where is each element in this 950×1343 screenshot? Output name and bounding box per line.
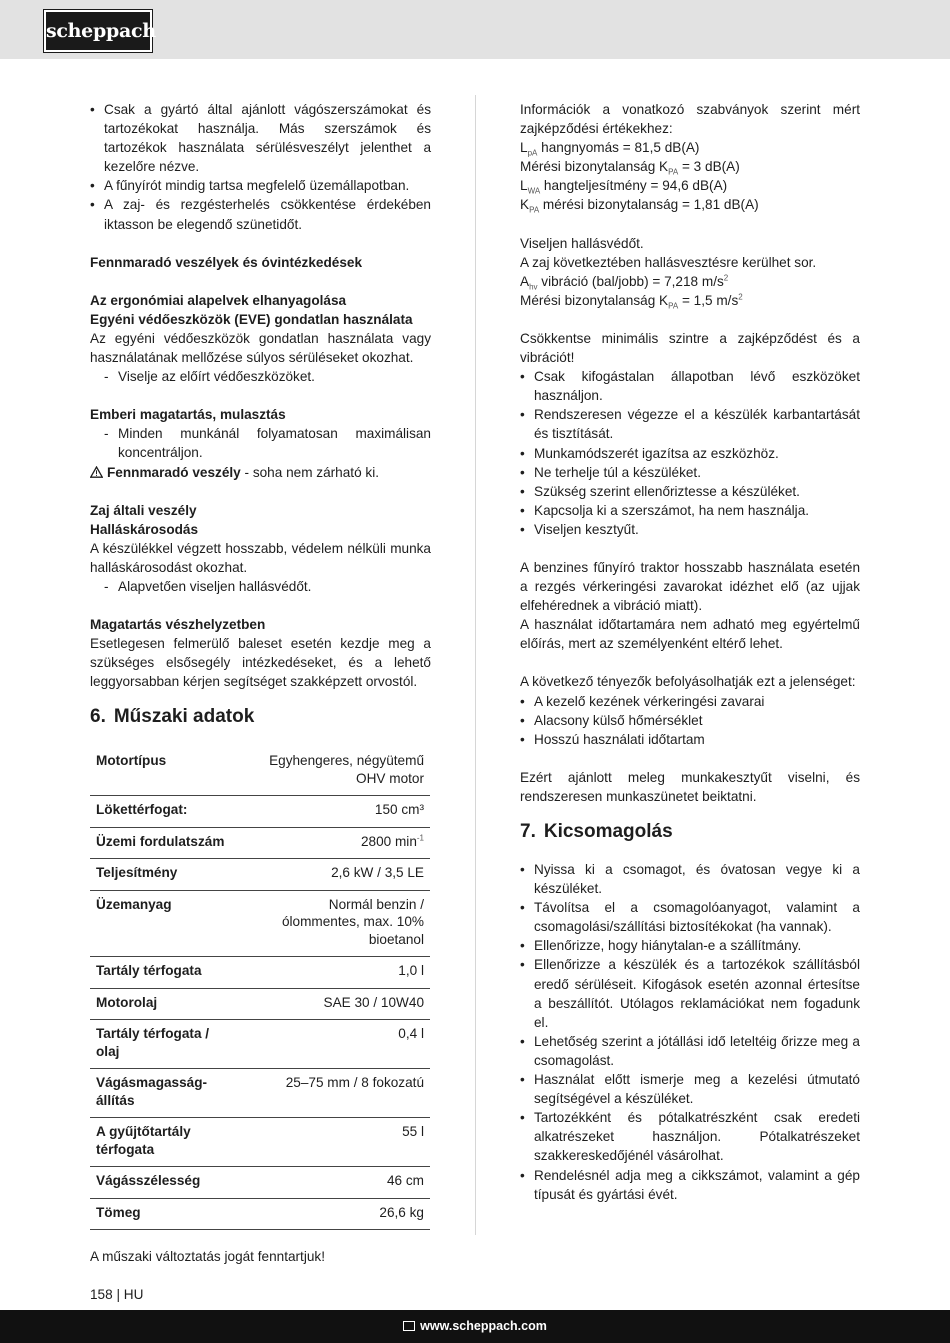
paragraph-emergency: Esetlegesen felmerülő baleset esetén kezdje meg a szükséges elsősegély intézkedéseket, és a lehető leggyorsabban kérjen segítséget szakképzett orvostól. (90, 636, 431, 690)
paragraph-noise-info: Információk a vonatkozó szabványok szerint mért zajképződési értékekhez: (520, 102, 860, 137)
subscript: pA (527, 148, 538, 158)
website-link[interactable]: www.scheppach.com (420, 1319, 547, 1333)
spec-value-text: 46 cm (386, 1173, 424, 1189)
value-kpa-vibration (520, 291, 860, 310)
value-text: mérési bizonytalanság = 1,81 dB(A) (539, 197, 759, 213)
paragraph-factors: A következő tényezők befolyásolhatják ezt a jelenséget: (520, 674, 856, 690)
spec-value (242, 1118, 430, 1167)
spec-label: Lökettérfogat: (90, 796, 242, 828)
heading-residual-risks: Fennmaradó veszélyek és óvintézkedések (90, 254, 363, 270)
value-lwa (520, 176, 860, 195)
spec-value-text: 2800 min (360, 833, 417, 849)
list-item: • Viseljen kesztyűt. (520, 520, 860, 539)
subscript: PA (668, 301, 679, 311)
spec-value (242, 1198, 430, 1230)
spec-label: Tömeg (90, 1198, 242, 1230)
section-number: 6. (90, 706, 106, 728)
list-item: • A zaj- és rezgésterhelés csökkentése érdekében iktasson be elegendő szünetidőt. (90, 195, 431, 233)
factors-bullet-list (520, 692, 860, 749)
list-item: • A kezelő kezének vérkeringési zavarai (520, 692, 860, 711)
list-item: • Távolítsa el a csomagolóanyagot, valamint a csomagolási/szállítási biztosítékokat (ha vannak). (520, 898, 860, 936)
spec-value (242, 890, 430, 957)
language-code: HU (123, 1287, 144, 1302)
table-row (90, 1118, 430, 1167)
spec-label: A gyűjtőtartály térfogata (90, 1118, 242, 1167)
spec-value-text: 1,0 l (398, 963, 424, 979)
spec-value-text: 55 l (402, 1124, 424, 1140)
spec-value (242, 747, 430, 796)
heading-ppe: Egyéni védőeszközök (EVE) gondatlan használata (90, 311, 413, 327)
spec-label: Üzemi fordulatszám (90, 827, 242, 859)
spec-label: Motorolaj (90, 988, 242, 1020)
dash-list (90, 577, 431, 596)
section-title-unpacking (520, 820, 860, 844)
paragraph-ppe: Az egyéni védőeszközök gondatlan használata vagy használatának mellőzése súlyos sérüléseket okozhat. (90, 330, 431, 366)
symbol: Mérési bizonytalanság K (520, 159, 669, 175)
list-item: • Alacsony külső hőmérséklet (520, 711, 860, 730)
column-divider (475, 95, 476, 1235)
list-item: • Csak a gyártó által ajánlott vágószerszámokat és tartozékokat használja. Más szerszámok és tartozékok használata sérülésveszélyt jelenthet a kezelőre nézve. (90, 100, 431, 176)
list-item: • Ellenőrizze, hogy hiánytalan-e a szállítmány. (520, 936, 860, 955)
table-row (90, 957, 430, 989)
section-title: Műszaki adatok (113, 706, 255, 728)
spec-value (242, 859, 430, 891)
value-text: hangnyomás = 81,5 dB(A) (537, 140, 700, 156)
heading-human-behaviour: Emberi magatartás, mulasztás (90, 407, 286, 423)
paragraph-reduce: Csökkentse minimális szintre a zajképződést és a vibrációt! (520, 330, 860, 366)
value-lpa (520, 138, 860, 157)
heading-ergonomics: Az ergonómiai alapelvek elhanyagolása (90, 292, 347, 308)
paragraph-duration: A használat időtartamára nem adható meg egyértelmű előírás, mert az személyenként eltérő lehet. (520, 617, 860, 652)
spec-value-text: 150 cm³ (374, 802, 424, 818)
list-item: • Rendelésnél adja meg a cikkszámot, valamint a gép típusát és gyártási évét. (520, 1166, 860, 1204)
paragraph-noise: A készülékkel végzett hosszabb, védelem nélküli munka halláskárosodást okozhat. (90, 540, 431, 575)
table-row (90, 1020, 430, 1069)
subscript: PA (529, 206, 540, 216)
spec-value-text: 2,6 kW / 3,5 LE (331, 865, 424, 881)
brand-logo: scheppach (44, 10, 152, 52)
list-item: - Minden munkánál folyamatosan maximálisan koncentráljon. (90, 424, 431, 462)
technical-changes-note: A műszaki változtatás jogát fenntartjuk! (90, 1249, 325, 1264)
spec-value-text: Egyhengeres, négyütemű OHV motor (269, 753, 424, 786)
table-row (90, 890, 430, 957)
table-row (90, 1069, 430, 1118)
list-item: • Hosszú használati időtartam (520, 730, 860, 749)
spec-value-text: 25–75 mm / 8 fokozatú (285, 1075, 424, 1091)
table-row (90, 988, 430, 1020)
spec-label: Tartály térfogata (90, 957, 242, 989)
dash-list (90, 424, 431, 462)
value-kpa-db (520, 157, 860, 176)
table-row (90, 859, 430, 891)
list-item: • Tartozékként és pótalkatrészként csak eredeti alkatrészeket használjon. Pótalkatrészeket szakkereskedőjénél vásárolhat. (520, 1108, 860, 1165)
spec-value (242, 957, 430, 989)
subscript: PA (668, 168, 679, 177)
paragraph-wear-protection: Viseljen hallásvédőt. (520, 235, 644, 251)
table-row (90, 827, 430, 859)
residual-danger-line (90, 463, 431, 482)
spec-value (242, 988, 430, 1020)
safety-bullet-list (90, 100, 431, 234)
list-item: • Rendszeresen végezze el a készülék karbantartását és tisztítását. (520, 405, 860, 443)
warning-triangle-icon (90, 466, 103, 478)
list-item: • Nyissa ki a csomagot, és óvatosan vegye ki a készüléket. (520, 860, 860, 898)
unpack-bullet-list (520, 860, 860, 1204)
spec-value-superscript: -1 (416, 833, 424, 843)
spec-value-text: 26,6 kg (379, 1204, 424, 1220)
spec-value (242, 1167, 430, 1199)
value-ahv (520, 272, 860, 291)
value-text: vibráció (bal/jobb) = 7,218 m/s (537, 273, 724, 289)
value-text: = 1,5 m/s (678, 292, 739, 308)
spec-label: Teljesítmény (90, 859, 242, 891)
list-item: • Lehetőség szerint a jótállási idő leteltéig őrizze meg a csomagolást. (520, 1032, 860, 1070)
spec-label: Tartály térfogata / olaj (90, 1020, 242, 1069)
list-item: • Használat előtt ismerje meg a kezelési útmutató segítségével a készüléket. (520, 1070, 860, 1108)
reduce-bullet-list (520, 367, 860, 539)
spec-value (242, 827, 430, 859)
symbol: K (520, 197, 530, 213)
subscript: WA (527, 187, 541, 197)
paragraph-tractor: A benzines fűnyíró traktor hosszabb használata esetén a rezgés vérkeringési zavarokat idézhet elő (az ujjak elfehérednek a vibráció miatt). (520, 559, 860, 614)
superscript: 2 (738, 292, 743, 302)
list-item: • Csak kifogástalan állapotban lévő eszközöket használjon. (520, 367, 860, 405)
section-title-technical-data (90, 705, 431, 729)
paragraph-hearing-loss: A zaj következtében hallásvesztésre kerülhet sor. (520, 254, 817, 270)
list-item: • Kapcsolja ki a szerszámot, ha nem használja. (520, 501, 860, 520)
list-item: • Ellenőrizze a készülék és a tartozékok szállításból eredő sérüléseit. Kifogások esetén azonnal értesítse a beszállítót. Utólagos reklamációkat nem fogadunk el. (520, 955, 860, 1031)
dash-list (90, 367, 431, 386)
spec-value (242, 1020, 430, 1069)
spec-value (242, 796, 430, 828)
subscript: hv (529, 282, 538, 292)
spec-label: Motortípus (90, 747, 242, 796)
spec-label: Üzemanyag (90, 890, 242, 957)
spec-label: Vágásmagasság-állítás (90, 1069, 242, 1118)
list-item: • A fűnyírót mindig tartsa megfelelő üzemállapotban. (90, 176, 431, 195)
spec-label: Vágásszélesség (90, 1167, 242, 1199)
footer-bar (0, 1310, 950, 1343)
list-item: • Munkamódszerét igazítsa az eszközhöz. (520, 444, 860, 463)
table-row (90, 747, 430, 796)
heading-noise-hazard: Zaj általi veszély (90, 502, 197, 518)
symbol: L (520, 178, 528, 194)
spec-value-text: SAE 30 / 10W40 (323, 994, 424, 1010)
superscript: 2 (723, 273, 729, 283)
section-title: Kicsomagolás (543, 821, 673, 842)
table-row (90, 1167, 430, 1199)
spec-value-text: Normál benzin / ólommentes, max. 10% bioetanol (281, 896, 424, 947)
value-text: = 3 dB(A) (678, 159, 740, 175)
technical-data-table (90, 747, 430, 1230)
list-item: - Viselje az előírt védőeszközöket. (90, 367, 431, 386)
right-column (520, 100, 860, 1204)
value-text: hangteljesítmény = 94,6 dB(A) (540, 178, 728, 194)
symbol: Mérési bizonytalanság K (520, 292, 669, 308)
left-column (90, 100, 431, 1230)
list-item: - Alapvetően viseljen hallásvédőt. (90, 577, 431, 596)
table-row (90, 1198, 430, 1230)
spec-value (242, 1069, 430, 1118)
spec-value-text: 0,4 l (398, 1026, 424, 1042)
list-item: • Ne terhelje túl a készüléket. (520, 463, 860, 482)
value-kpa-uncertainty (520, 195, 860, 214)
heading-hearing-damage: Halláskárosodás (90, 521, 199, 537)
section-number: 7. (520, 821, 536, 842)
residual-danger-label: Fennmaradó veszély (107, 464, 241, 480)
monitor-icon (403, 1321, 415, 1331)
symbol: A (520, 273, 530, 289)
symbol: L (520, 140, 528, 156)
residual-danger-text: - soha nem zárható ki. (240, 464, 380, 480)
page-number-value: 158 (90, 1287, 113, 1302)
header-bar (0, 0, 950, 59)
heading-emergency: Magatartás vészhelyzetben (90, 617, 266, 633)
page-number: 158 | HU (90, 1287, 144, 1302)
table-row (90, 796, 430, 828)
paragraph-gloves: Ezért ajánlott meleg munkakesztyűt viselni, és rendszeresen munkaszünetet beiktatni. (520, 769, 860, 804)
list-item: • Szükség szerint ellenőriztesse a készüléket. (520, 482, 860, 501)
